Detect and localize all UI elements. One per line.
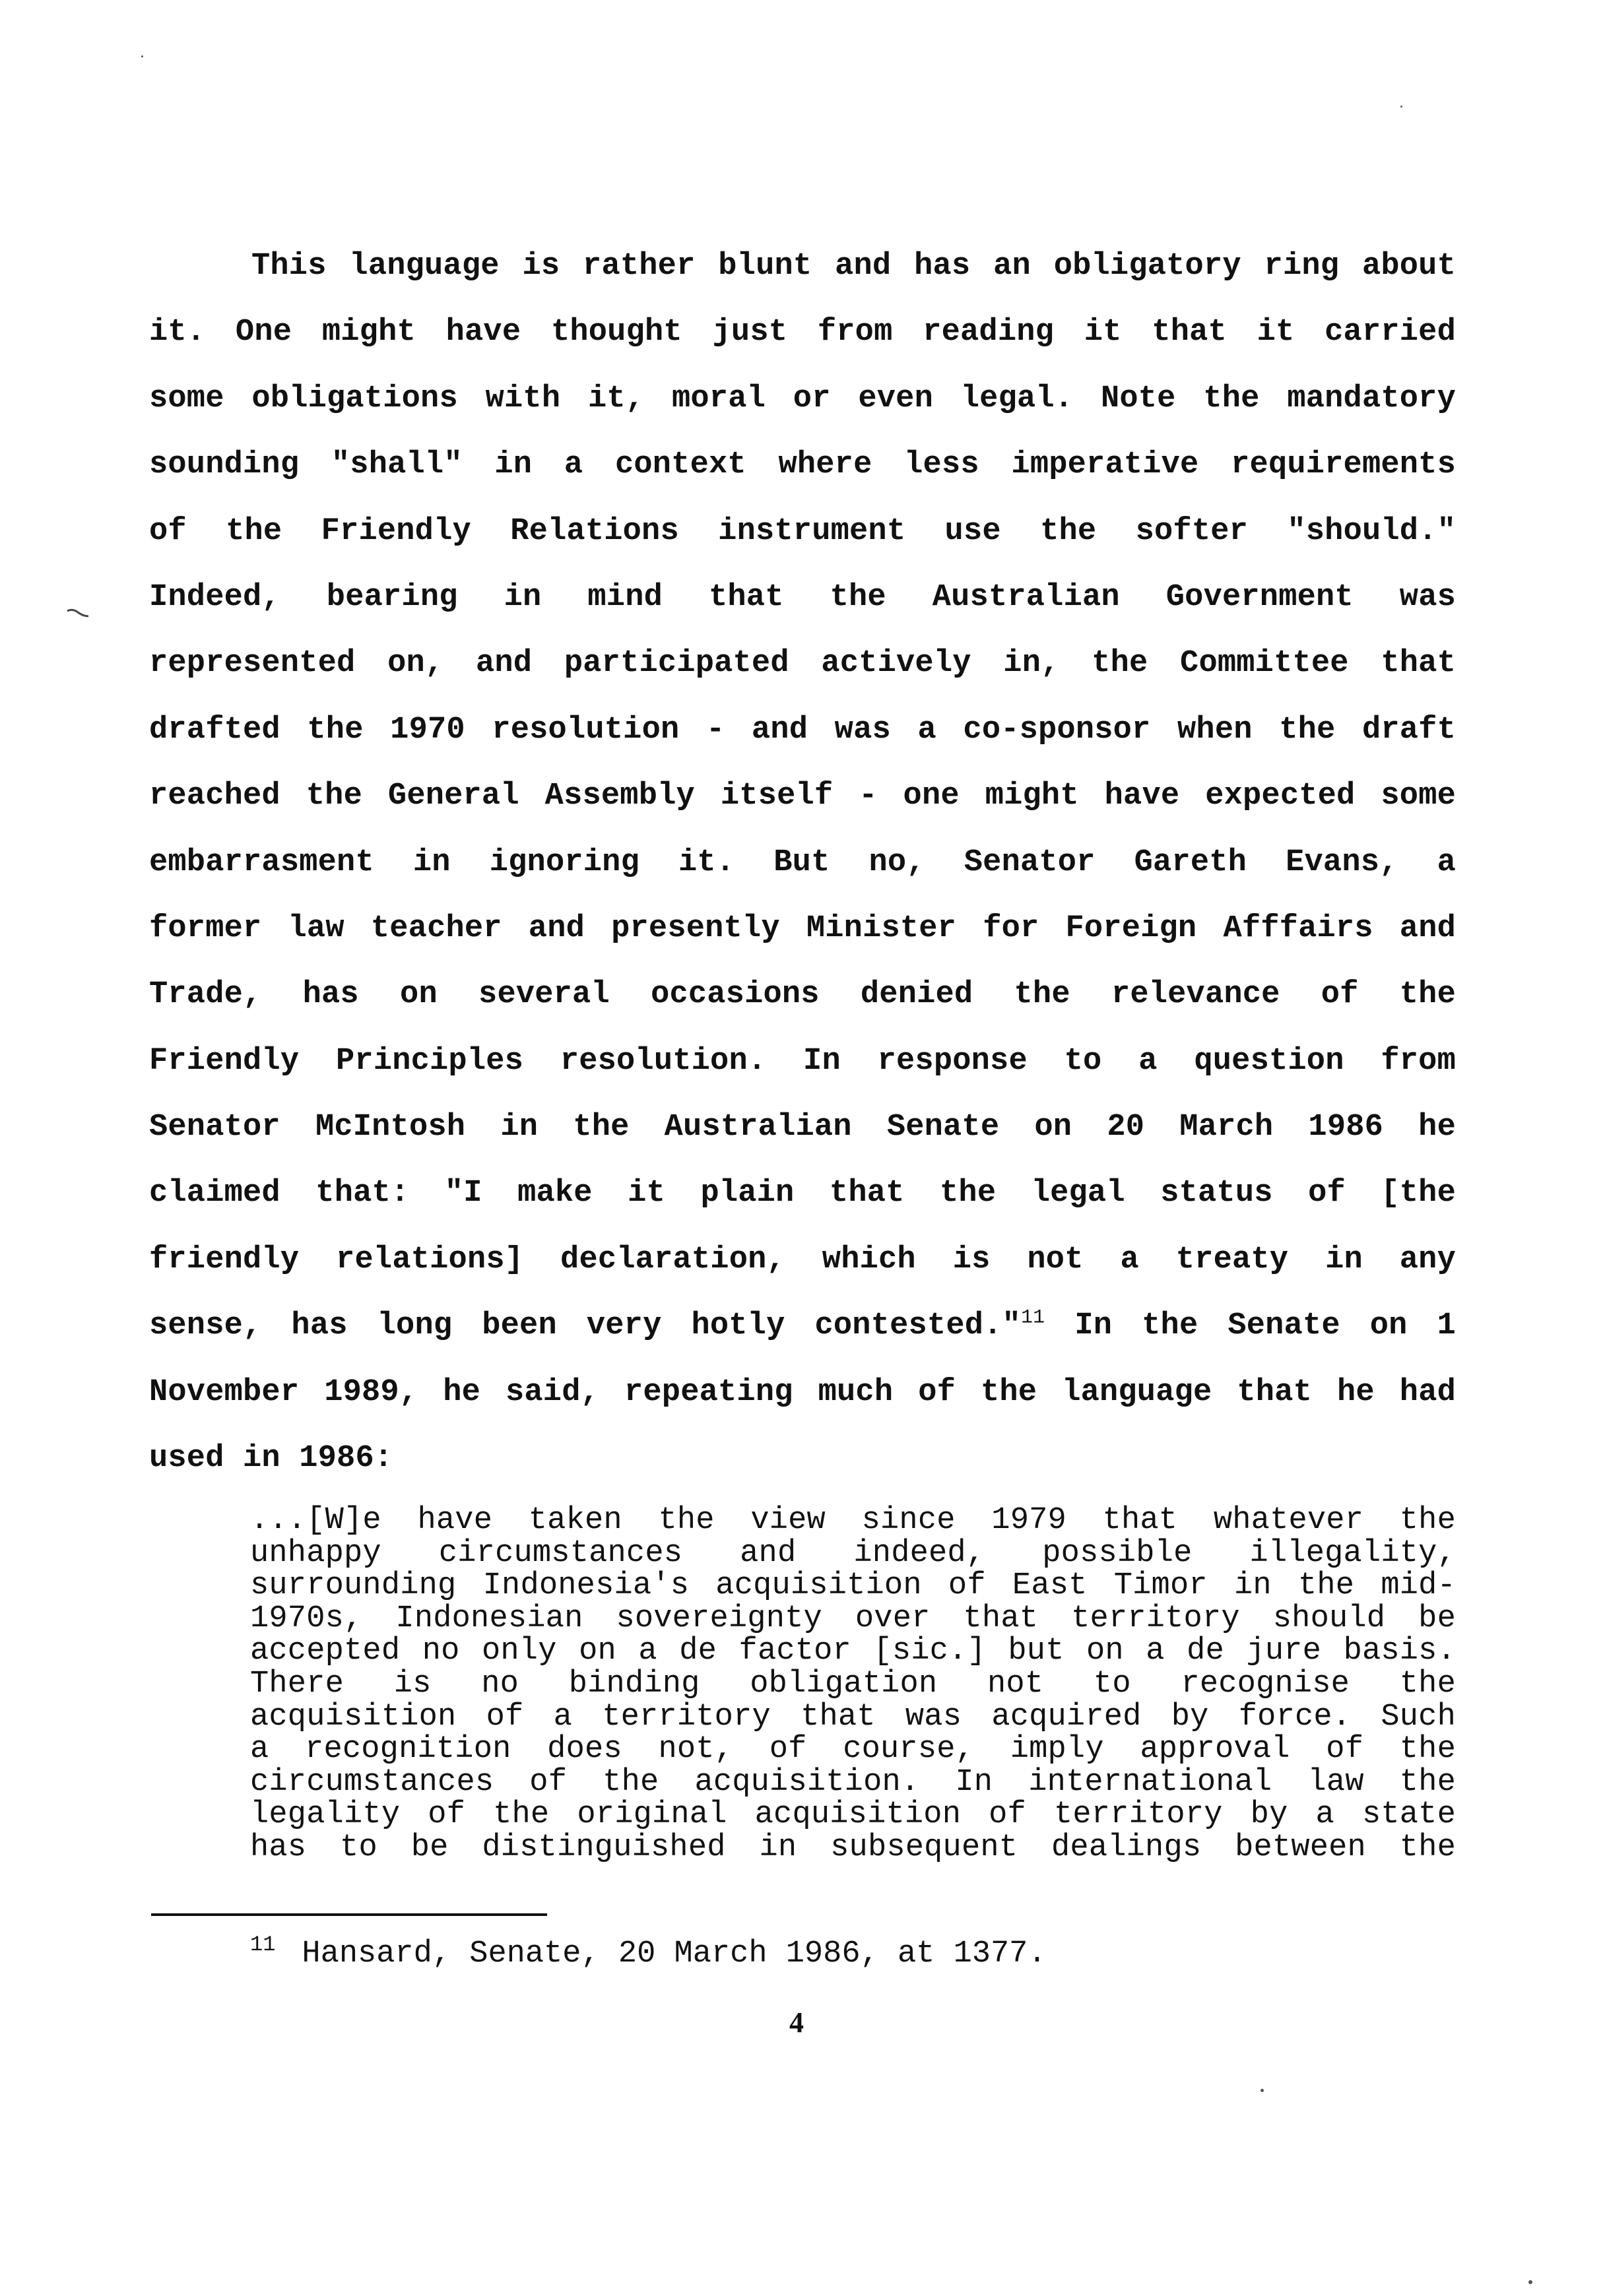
body-line: used in 1986: bbox=[149, 1441, 393, 1477]
footnote-mark: 11 bbox=[250, 1932, 276, 1958]
body-line: embarrasment in ignoring it. But no, Senator Gareth Evans, a bbox=[149, 845, 1456, 880]
scan-speck bbox=[1528, 2280, 1532, 2284]
body-line: Senator McIntosh in the Australian Senate on 20 March 1986 he bbox=[149, 1110, 1456, 1145]
body-line-with-footnote bbox=[149, 1305, 1456, 1371]
quote-line: 1970s, Indonesian sovereignty over that territory should be bbox=[250, 1601, 1456, 1636]
quote-line: ...[W]e have taken the view since 1979 that whatever the bbox=[250, 1503, 1456, 1538]
footnote-separator bbox=[151, 1913, 547, 1916]
body-line: represented on, and participated actively in, the Committee that bbox=[149, 646, 1456, 682]
body-line: former law teacher and presently Minister for Foreign Afffairs and bbox=[149, 910, 1456, 946]
body-line-text: sense, has long been very hotly contested." bbox=[149, 1308, 1021, 1344]
body-line: some obligations with it, moral or even legal. Note the mandatory bbox=[149, 381, 1456, 416]
body-line: Trade, has on several occasions denied the relevance of the bbox=[149, 977, 1456, 1013]
quote-line: has to be distinguished in subsequent dealings between the bbox=[250, 1830, 1456, 1865]
quote-line: unhappy circumstances and indeed, possible illegality, bbox=[250, 1535, 1456, 1571]
body-line: This language is rather blunt and has an obligatory ring about bbox=[251, 249, 1456, 284]
block-quotation bbox=[250, 1504, 1456, 1865]
footnote-text: Hansard, Senate, 20 March 1986, at 1377. bbox=[302, 1936, 1047, 1971]
body-line: reached the General Assembly itself - one might have expected some bbox=[149, 779, 1456, 814]
quote-line: surrounding Indonesia's acquisition of East Timor in the mid- bbox=[250, 1568, 1456, 1604]
body-line: November 1989, he said, repeating much of the language that he had bbox=[149, 1374, 1456, 1410]
body-line: Indeed, bearing in mind that the Australian Government was bbox=[149, 579, 1456, 615]
quote-line: There is no binding obligation not to recognise the bbox=[250, 1666, 1456, 1702]
body-line: Friendly Principles resolution. In response to a question from bbox=[149, 1043, 1456, 1079]
body-line: claimed that: "I make it plain that the legal status of [the bbox=[149, 1176, 1456, 1211]
quote-line: accepted no only on a de factor [sic.] but on a de jure basis. bbox=[250, 1634, 1456, 1669]
scan-speck bbox=[141, 55, 143, 57]
body-text bbox=[149, 245, 1456, 1504]
quote-line: circumstances of the acquisition. In international law the bbox=[250, 1764, 1456, 1800]
body-line: drafted the 1970 resolution - and was a co-sponsor when the draft bbox=[149, 712, 1456, 748]
footnote-reference[interactable]: 11 bbox=[1020, 1306, 1045, 1329]
margin-scribble-mark bbox=[66, 607, 90, 620]
scan-speck bbox=[1261, 2089, 1264, 2092]
page-number: 4 bbox=[789, 2006, 804, 2039]
footnote bbox=[250, 1928, 1047, 1981]
quote-line: legality of the original acquisition of territory by a state bbox=[250, 1797, 1456, 1833]
quote-line: a recognition does not, of course, imply approval of the bbox=[250, 1732, 1456, 1768]
body-line: of the Friendly Relations instrument use the softer "should." bbox=[149, 513, 1456, 549]
body-line: friendly relations] declaration, which is not a treaty in any bbox=[149, 1242, 1456, 1277]
body-line-tail: In the Senate on 1 bbox=[1074, 1308, 1456, 1344]
quote-line: acquisition of a territory that was acquired by force. Such bbox=[250, 1699, 1456, 1735]
body-line: it. One might have thought just from reading it that it carried bbox=[149, 315, 1456, 350]
body-line: sounding "shall" in a context where less imperative requirements bbox=[149, 447, 1456, 483]
scan-speck bbox=[1400, 106, 1402, 108]
